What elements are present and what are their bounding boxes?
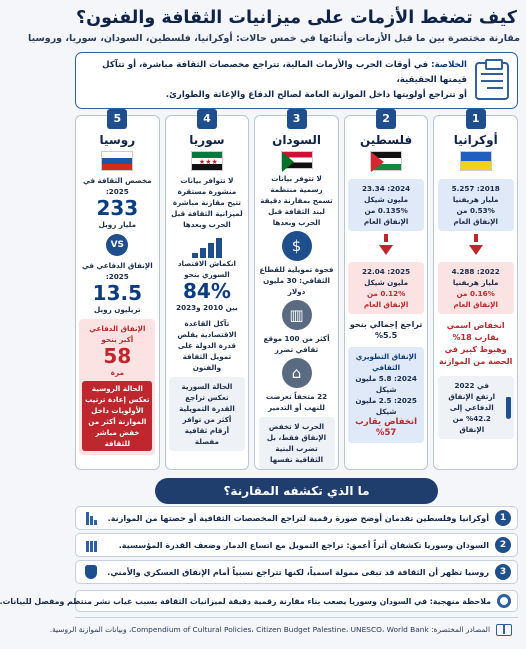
culture-label: مخصص الثقافة في 2025:	[83, 176, 152, 196]
value-box-2022	[438, 262, 514, 314]
syria-flag-icon: ★★★	[191, 151, 223, 171]
country-name: السودان	[272, 133, 321, 147]
value-2022: 2022: 4.288 مليار هريفنيا	[451, 267, 500, 287]
arrow-down-icon	[469, 245, 483, 255]
country-name: فلسطين	[359, 133, 413, 147]
finding-item	[75, 533, 518, 557]
economy-label: انكماش الاقتصاد السوري بنحو	[177, 259, 237, 279]
value-box-2024	[348, 179, 424, 231]
value-box-2025	[348, 262, 424, 314]
looted-museums: 22 متحفاً تعرضت للنهب أو التدمير	[265, 392, 328, 412]
summary-line2: أو تتراجع أولويتها داخل الموازنة العامة لصالح الدفاع والإغاثة والطوارئ.	[165, 90, 467, 100]
defense-label: الإنفاق الدفاعي في 2025:	[81, 261, 153, 281]
value-2018: 2018: 5.257 مليار هريفنيا	[451, 184, 500, 204]
column-number: 4	[197, 109, 217, 129]
column-russia	[75, 112, 160, 470]
country-name: سوريا	[189, 133, 225, 147]
finding-text: السودان وسوريا تكشفان أثراً أعمق: تراجع التمويل مع اتساع الدمار وضعف القدرة المؤسسية.	[118, 540, 489, 550]
shield-icon	[506, 397, 511, 419]
findings-list	[75, 506, 518, 584]
column-number: 2	[376, 109, 396, 129]
sources	[49, 617, 518, 641]
ukraine-flag-icon	[460, 151, 492, 171]
value-2025: 2025: 22.04 مليون شيكل	[362, 267, 411, 287]
shield-icon	[82, 565, 100, 579]
page-subtitle: مقارنة مختصرة بين ما قبل الأزمات وأثنائها في خمس حالات: أوكرانيا، فلسطين، السودان، سوريا، وروسيا	[28, 33, 520, 44]
clipboard-icon	[475, 62, 509, 100]
value-box-2018	[438, 179, 514, 231]
ratio-label: الإنفاق الدفاعي أكبر بنحو	[89, 324, 146, 344]
finding-number: 2	[495, 537, 511, 553]
economy-shrink-value: 84%	[182, 279, 231, 303]
development-2025: 2025: 2.5 مليون شيكل	[355, 396, 417, 416]
sudan-flag-icon	[281, 151, 313, 169]
sources-text: المصادر المختصرة: Compendium of Cultural Policies، Citizen Budget Palestine، UNESCO، World Bank، وبيانات الموازنة الروسية.	[49, 625, 490, 634]
share-2022: 0.16% من الإنفاق العام	[453, 289, 498, 309]
defense-value: 13.5	[92, 281, 143, 305]
syria-conclusion-text: الحالة السورية تعكس تراجع القدرة التمويلية أكثر من توافر أرقام ثقافية مفصلة	[179, 382, 235, 446]
value-2024: 2024: 23.34 مليون شيكل	[362, 184, 411, 204]
column-syria	[165, 112, 250, 470]
economy-period: بين 2010 و2023	[176, 303, 238, 312]
summary-lead: الخلاصة:	[428, 60, 467, 70]
museum-icon: ⌂	[282, 358, 312, 388]
sudan-conclusion-text: الحرب لا تخفض الإنفاق فقط، بل تضرب البنية الثقافية نفسها	[266, 422, 327, 464]
economy-impact: تآكل القاعدة الاقتصادية يقلص قدرة الدولة على تمويل الثقافة والفنون	[177, 319, 237, 372]
data-availability: لا تتوفر بيانات رسمية منتظمة تسمح بمقارنة دقيقة لبند الثقافة قبل الحرب وبعدها	[260, 174, 333, 227]
damaged-sites: أكثر من 100 موقع ثقافي تضرر	[263, 334, 330, 354]
ruins-icon: ▥	[282, 300, 312, 330]
book-icon	[496, 624, 512, 636]
decline-note: انخفاض اسمي يقارب 18% وهبوط كبير في الحصة من الموازنة	[439, 321, 513, 366]
russia-flag-icon	[101, 151, 133, 171]
column-ukraine	[433, 112, 518, 470]
share-2018: 0.53% من الإنفاق العام	[453, 206, 498, 226]
defense-text: في 2022 ارتفع الإنفاق الدفاعي إلى 42.2% من الإنفاق	[448, 381, 496, 434]
defense-box	[438, 376, 514, 439]
development-2024: 2024: 5.8 مليون شيكل	[355, 374, 417, 394]
finding-text: أوكرانيا وفلسطين تقدمان أوضح صورة رقمية لتراجع المخصصات الثقافية أو حصتها من الموازنة.	[107, 513, 489, 523]
column-number: 5	[107, 109, 127, 129]
finding-text: روسيا تظهر أن الثقافة قد تبقى ممولة اسمياً، لكنها تتراجع نسبياً أمام الإنفاق العسكري والأمني.	[107, 567, 489, 577]
page-title: كيف تضغط الأزمات على ميزانيات الثقافة والفنون؟	[76, 8, 517, 28]
data-availability: لا تتوافر بيانات منشورة مستقرة تتيح مقارنة مباشرة لميزانية الثقافة قبل الحرب وبعدها	[171, 176, 243, 229]
country-columns	[75, 112, 518, 470]
country-name: أوكرانيا	[453, 133, 498, 147]
methodology-text: ملاحظة منهجية: في السودان وسوريا يصعب بناء مقارنة رقمية دقيقة لميزانيات الثقافة بسبب غياب نشر منتظم ومفصل للبيانات.	[0, 596, 491, 606]
palestine-flag-icon	[370, 151, 402, 171]
country-name: روسيا	[99, 133, 136, 147]
bar-chart-icon	[82, 511, 100, 525]
russia-conclusion-text: الحالة الروسية تعكس إعادة ترتيب الأولويات داخل الموازنة أكثر من خفض مباشر للثقافة	[82, 381, 152, 451]
finding-number: 3	[495, 564, 511, 580]
gear-icon	[497, 594, 511, 608]
culture-unit: مليار روبل	[98, 220, 137, 229]
ratio-value: 58	[103, 344, 132, 368]
summary-box	[75, 52, 518, 109]
column-palestine	[344, 112, 429, 470]
section-title: ما الذي تكشفه المقارنة؟	[155, 478, 438, 504]
finding-item	[75, 506, 518, 530]
defense-unit: تريليون روبل	[94, 305, 141, 314]
share-2025: 0.12% من الإنفاق العام	[363, 289, 409, 309]
chart-down-icon	[192, 236, 222, 258]
finding-number: 1	[495, 510, 511, 526]
ratio-unit: مرة	[110, 368, 124, 377]
bank-icon	[82, 538, 100, 552]
development-box	[348, 347, 424, 443]
summary-line1: في أوقات الحرب والأزمات المالية، تتراجع مخصصات الثقافة مباشرة، أو تتآكل قيمتها الحقيقية،	[102, 60, 467, 85]
finding-item	[75, 560, 518, 584]
column-number: 3	[287, 109, 307, 129]
funding-gap: فجوة تمويلية للقطاع الثقافي: 30 مليون دولار	[259, 265, 334, 296]
development-decline: انخفاض يقارب 57%	[355, 417, 418, 438]
money-bag-icon: $	[282, 231, 312, 261]
methodology-note	[0, 590, 518, 612]
development-title: الإنفاق التطويري الثقافي	[355, 352, 417, 372]
share-2024: 0.135% من الإنفاق العام	[363, 206, 409, 226]
column-number: 1	[466, 109, 486, 129]
syria-conclusion	[169, 377, 245, 451]
column-sudan	[254, 112, 339, 470]
culture-value: 233	[96, 196, 139, 220]
ratio-box	[79, 319, 155, 455]
sudan-conclusion	[259, 417, 335, 469]
arrow-down-icon	[379, 245, 393, 255]
summary-text	[84, 58, 467, 103]
decline-total: تراجع إجمالي بنحو 5.5%	[349, 320, 423, 340]
vs-badge: VS	[106, 234, 128, 256]
